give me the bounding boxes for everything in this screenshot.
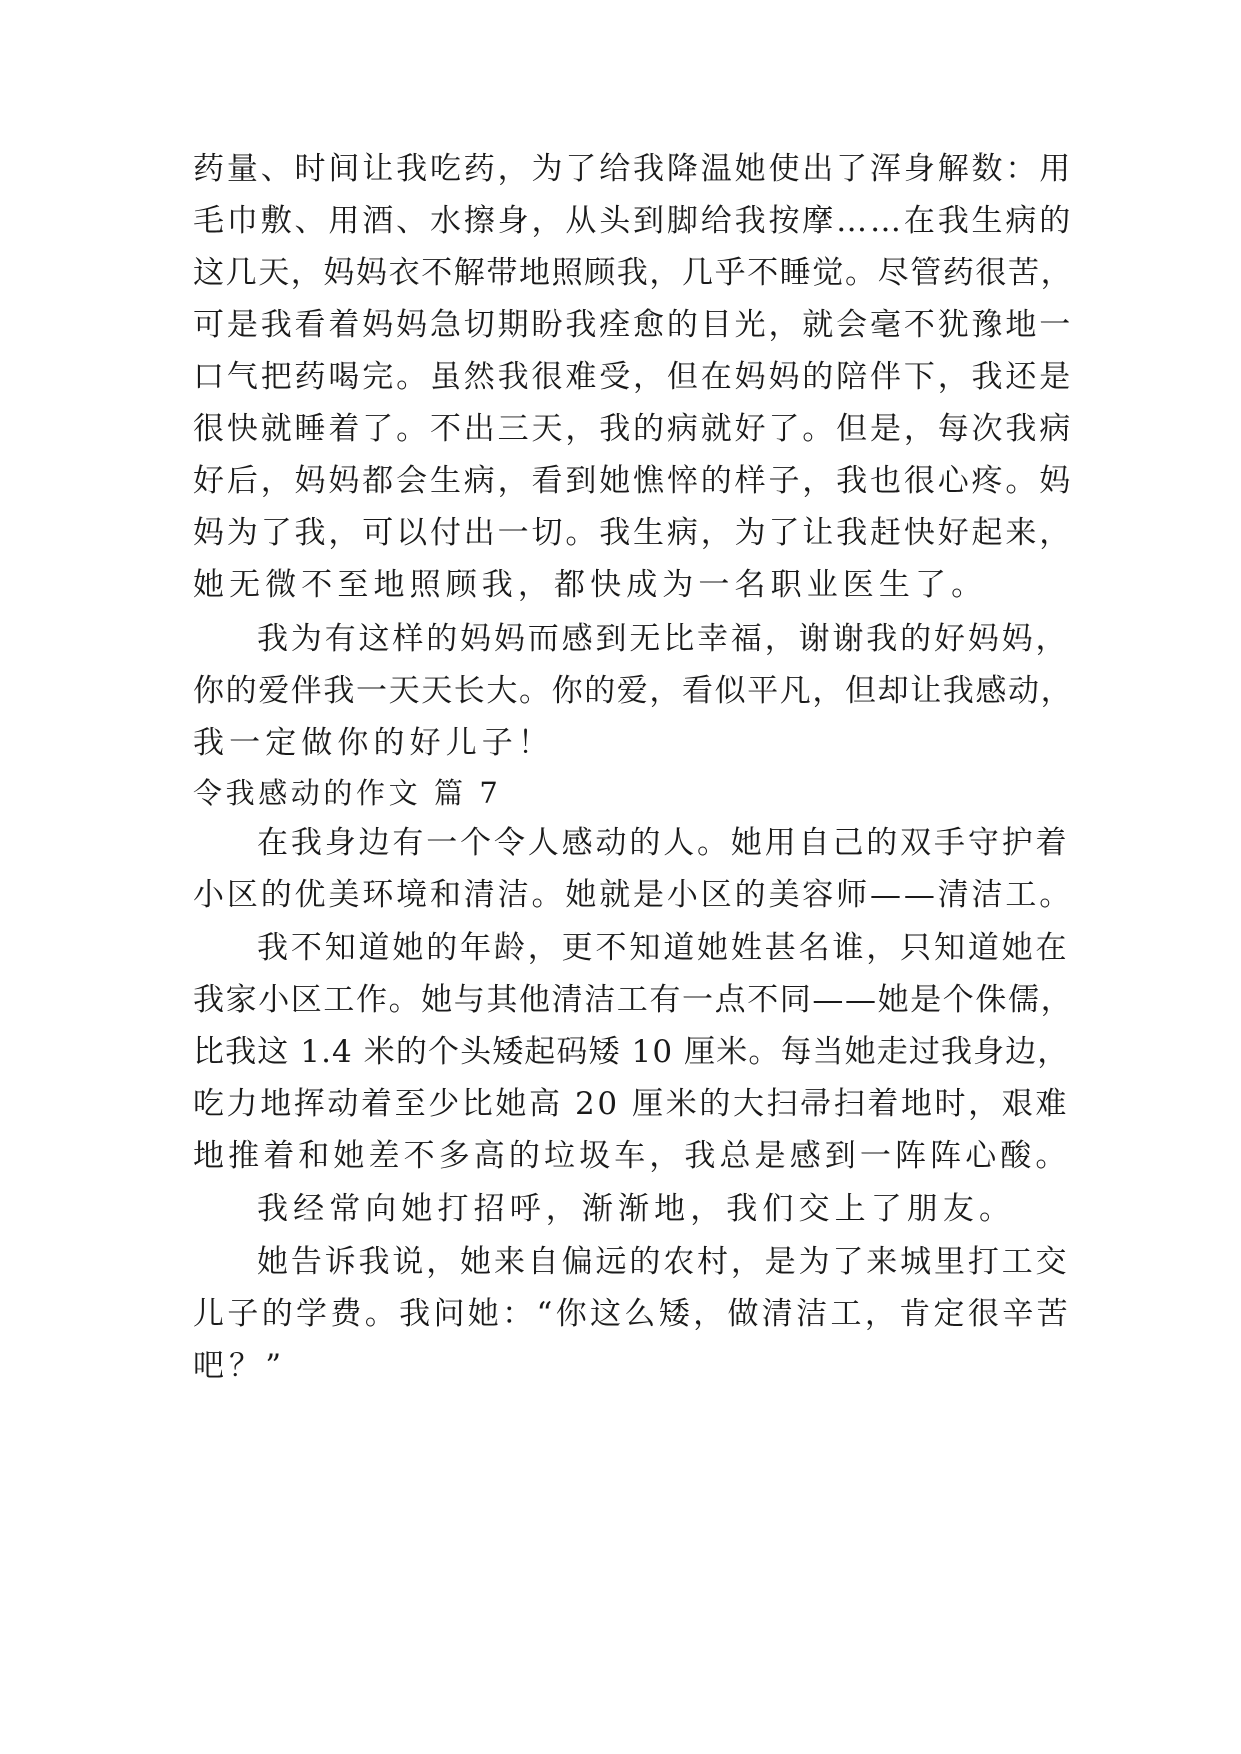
paragraph-start-line: 我为有这样的妈妈而感到无比幸福，谢谢我的好妈妈， bbox=[257, 621, 1070, 657]
text-line: 我家小区工作。她与其他清洁工有一点不同——她是个侏儒， bbox=[193, 982, 1074, 1018]
paragraph-start-line: 我经常向她打招呼，渐渐地，我们交上了朋友。 bbox=[257, 1191, 1016, 1227]
text-line: 这几天，妈妈衣不解带地照顾我，几乎不睡觉。尽管药很苦， bbox=[193, 255, 1074, 291]
text-line: 吃力地挥动着至少比她高 20 厘米的大扫帚扫着地时，艰难 bbox=[193, 1086, 1069, 1122]
text-line: 地推着和她差不多高的垃圾车，我总是感到一阵阵心酸。 bbox=[193, 1138, 1071, 1174]
paragraph-start-line: 在我身边有一个令人感动的人。她用自己的双手守护着 bbox=[257, 825, 1070, 861]
text-line: 很快就睡着了。不出三天，我的病就好了。但是，每次我病 bbox=[193, 411, 1074, 447]
text-line: 她无微不至地照顾我，都快成为一名职业医生了。 bbox=[193, 567, 988, 603]
text-line: 好后，妈妈都会生病，看到她憔悴的样子，我也很心疼。妈 bbox=[193, 463, 1074, 499]
text-line: 我一定做你的好儿子！ bbox=[193, 725, 554, 761]
text-line: 小区的优美环境和清洁。她就是小区的美容师——清洁工。 bbox=[193, 877, 1074, 913]
paragraph-start-line: 我不知道她的年龄，更不知道她姓甚名谁，只知道她在 bbox=[257, 930, 1070, 966]
text-line: 毛巾敷、用酒、水擦身，从头到脚给我按摩……在我生病的 bbox=[193, 203, 1074, 239]
text-line: 你的爱伴我一天天长大。你的爱，看似平凡，但却让我感动， bbox=[193, 673, 1074, 709]
text-line: 口气把药喝完。虽然我很难受，但在妈妈的陪伴下，我还是 bbox=[193, 359, 1074, 395]
text-line: 可是我看着妈妈急切期盼我痊愈的目光，就会毫不犹豫地一 bbox=[193, 307, 1074, 343]
text-line: 妈为了我，可以付出一切。我生病，为了让我赶快好起来， bbox=[193, 515, 1074, 551]
text-line: 比我这 1.4 米的个头矮起码矮 10 厘米。每当她走过我身边， bbox=[193, 1034, 1070, 1070]
section-heading: 令我感动的作文 篇 7 bbox=[193, 776, 502, 810]
text-line: 药量、时间让我吃药，为了给我降温她使出了浑身解数：用 bbox=[193, 151, 1074, 187]
paragraph-start-line: 她告诉我说，她来自偏远的农村，是为了来城里打工交 bbox=[257, 1244, 1070, 1280]
text-line: 儿子的学费。我问她：“你这么矮，做清洁工，肯定很辛苦 bbox=[193, 1296, 1071, 1332]
text-line: 吧？” bbox=[193, 1348, 287, 1384]
